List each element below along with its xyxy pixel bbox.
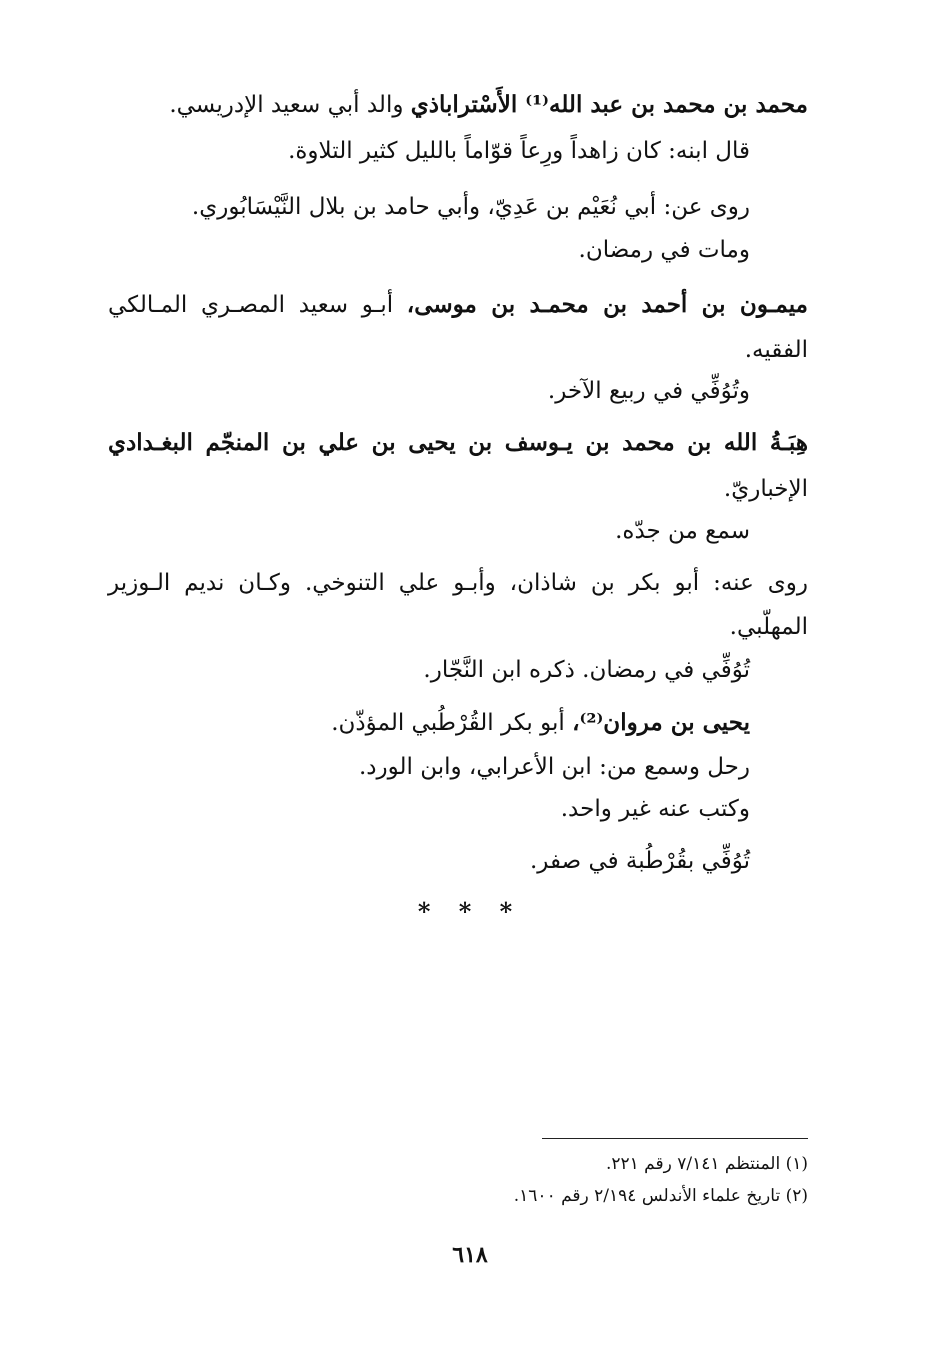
entry-name-rest: أبـو سعيد المصـري المـالكي <box>108 292 407 318</box>
entry-heading: هِبَـةُ الله بن محمد بن يـوسف بن يحيى بن علي بن المنجّم البغـدادي <box>108 429 808 456</box>
entry-name: يحيى بن مروان⁽²⁾، <box>572 709 750 736</box>
entry-text-line: قال ابنه: كان زاهداً ورِعاً قوّاماً بالليل كثير التلاوة. <box>288 138 750 164</box>
entry-name: ميمـون بن أحمد بن محمـد بن موسى، <box>406 291 808 318</box>
entry-name: محمد بن محمد بن عبد الله⁽¹⁾ الأَسْتراباذي <box>410 91 808 118</box>
page-number: ٦١٨ <box>452 1242 488 1268</box>
entry-text-line: وكتب عنه غير واحد. <box>560 796 750 822</box>
entry-continuation: الإخباريّ. <box>723 476 808 502</box>
entry-heading <box>108 288 808 322</box>
entry-text-line: رحل وسمع من: ابن الأعرابي، وابن الورد. <box>358 754 750 780</box>
entry-heading <box>169 88 808 122</box>
entry-text-line: روى عنه: أبو بكر بن شاذان، وأبـو علي التنوخي. وكـان نديم الـوزير <box>108 570 808 596</box>
footnote: (١) المنتظم ٧/١٤١ رقم ٢٢١. <box>605 1154 808 1174</box>
section-separator: * * * <box>417 897 523 926</box>
footnote: (٢) تاريخ علماء الأندلس ٢/١٩٤ رقم ١٦٠٠. <box>513 1186 808 1206</box>
entry-name-rest: والد أبي سعيد الإدريسي. <box>169 92 411 118</box>
entry-text-line: روى عن: أبي نُعَيْم بن عَدِيّ، وأبي حامد بن بلال النَّيْسَابُوري. <box>191 194 750 220</box>
entry-text-line: سمع من جدّه. <box>615 518 750 544</box>
entry-continuation: الفقيه. <box>744 337 808 363</box>
entry-continuation: المهلّبي. <box>729 614 808 640</box>
footnote-rule <box>542 1138 808 1139</box>
entry-text-line: ومات في رمضان. <box>578 237 750 263</box>
entry-text-line: تُوُفِّي في رمضان. ذكره ابن النَّجّار. <box>423 657 750 683</box>
entry-text-line: تُوُفِّي بقُرْطُبة في صفر. <box>529 848 750 874</box>
entry-name-rest: أبو بكر القُرْطُبي المؤذّن. <box>331 710 573 736</box>
entry-text-line: وتُوُفِّي في ربيع الآخر. <box>547 378 750 404</box>
entry-heading <box>331 706 750 740</box>
